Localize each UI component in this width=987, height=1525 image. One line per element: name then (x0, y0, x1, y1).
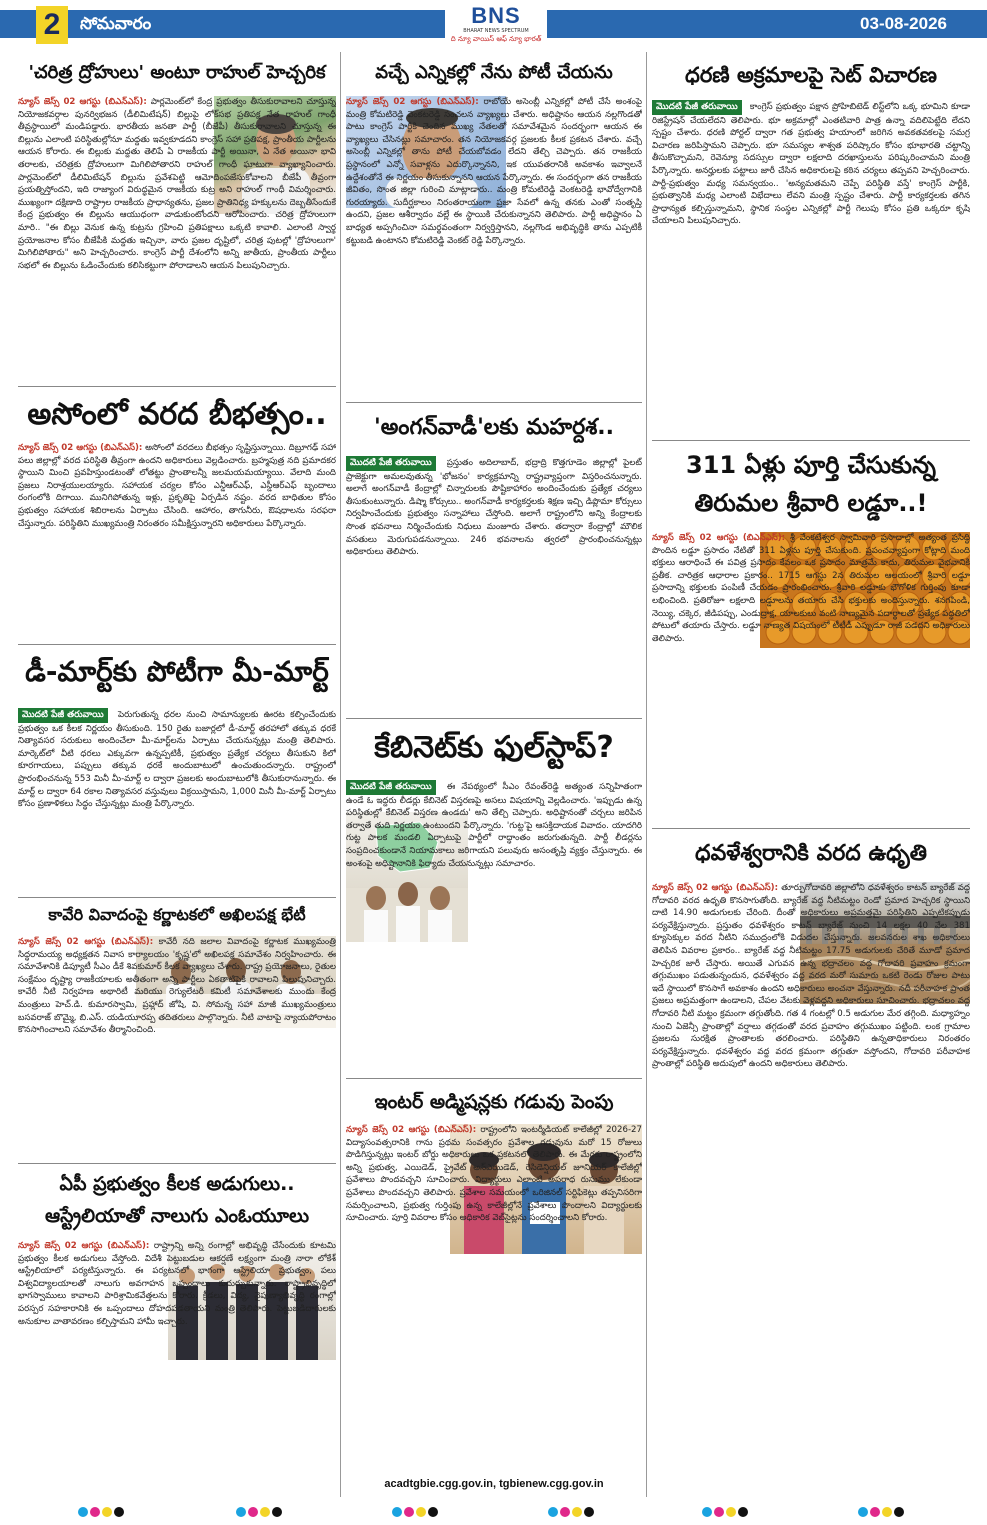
story-inter-admissions (346, 1082, 642, 1497)
story-text: రాష్ట్రంలోని ఇంటర్మీడియట్ కాలేజీల్లో 2026-27 విద్యాసంవత్సరానికి గాను ప్రథమ సంవత్సరం ప్రవేశాల గడువును మరో 15 రోజులు పొడిగిస్తున్నట్లు ఇంటర్ బోర్డు అధికారులు ఒక ప్రకటనలో తెలిపారు. ఈ మేరకు రాష్ట్రంలోని అన్ని ప్రభుత్వ, ఎయిడెడ్, ప్రైవేట్ అన్ఎయిడెడ్, రెసిడెన్షియల్ జూనియర్ కాలేజీల్లో ప్రవేశాలు పొందవచ్చని సూచించారు. విద్యార్థులు ఎలాంటి అపరాధ రుసుము లేకుండా ప్రవేశాలు పొందవచ్చని తెలిపారు. ప్రవేశాల సమయంలో ఒరిజినల్ సర్టిఫికెట్లు తప్పనిసరిగా సమర్పించాలని, ప్రభుత్వ గుర్తింపు ఉన్న కాలేజీల్లోనే ప్రవేశాలు పొందాలని విద్యార్థులకు సూచించారు. పూర్తి వివరాల కోసం అధికారిక వెబ్‌సైట్లను సందర్శించాలని కోరారు. (346, 1125, 642, 1224)
story-cabinet (346, 724, 642, 1074)
story-divider (652, 440, 970, 441)
dateline: న్యూస్ జెస్స్ 02 ఆగస్టు (బిఎన్ఎస్): (346, 1125, 477, 1135)
story-assam (18, 392, 336, 642)
story-headline: ధవళేశ్వరానికి వరద ఉధృతి (695, 841, 927, 866)
story-body (346, 780, 642, 1072)
continued-badge: మొదటి పేజీ తరువాయి (652, 100, 742, 115)
column-divider (646, 52, 647, 1497)
story-body (346, 96, 642, 396)
registration-dot (572, 1507, 582, 1517)
registration-marks (548, 1507, 594, 1517)
story-divider (18, 386, 336, 387)
issue-date: 03-08-2026 (860, 14, 947, 33)
story-text: కాంగ్రెస్ ప్రభుత్వం పక్షాన ప్రోహిబిటెడ్ లిస్ట్‌లోని ఒక్క భూమిని కూడా రిజిస్ట్రేషన్ చేయలేదని తెలిపారు. భూ అక్రమాల్లో ఎంతటివారి పాత్ర ఉన్నా వదిలిపెట్టేది లేదని స్పష్టం చేశారు. ధరణి పోర్టల్ ద్వారా గత ప్రభుత్వ హయాంలో జరిగిన అవకతవకలపై సమగ్ర విచారణ జరిపిస్తామని చెప్పారు. భూ సమస్యల శాశ్వత పరిష్కారం కోసం భూభారతి చట్టాన్ని తీసుకొచ్చామని, రెవెన్యూ సదస్సుల ద్వారా లక్షలాది దరఖాస్తులను పరిష్కరించామని మంత్రి పేర్కొన్నారు. అనర్హులకు పట్టాలు జారీ చేసిన అధికారులపై కఠిన చర్యలు తప్పవని హెచ్చరించారు. పార్టీ-ప్రభుత్వం మధ్య సమన్వయం.. 'అన్యమతమని చెప్పే పరిస్థితి వస్తే' కాంగ్రెస్ పార్టీకి, ప్రభుత్వానికి మధ్య ఎలాంటి విభేదాలు లేవని మంత్రి స్పష్టం చేశారు. పార్టీ కార్యకర్తలకు తగిన ప్రాధాన్యత కల్పిస్తున్నామని, స్థానిక సంస్థల ఎన్నికల్లో పార్టీ గెలుపు కోసం ప్రతి ఒక్కరూ కృషి చేయాలని పిలుపునిచ్చారు. (652, 102, 970, 227)
story-text: కావేరీ నది జలాల వివాదంపై కర్ణాటక ముఖ్యమంత్రి సిద్ధరామయ్య అధ్యక్షతన నివాస కార్యాలయం 'కృష్ణ'లో అఖిలపక్ష సమావేశం నిర్వహించారు. ఈ సమావేశానికి డిప్యూటీ సీఎం డీకే శివకుమార్ కీలక వ్యాఖ్యలు చేశారు. రాష్ట్ర ప్రయోజనాలు, రైతుల సంక్షేమం దృష్ట్యా రాజకీయాలకు అతీతంగా అన్ని పార్టీలు ఏకతాటిపైకి రావాలని పిలుపునిచ్చారు. కావేరీ నీటి నిర్వహణ అథారిటీ మరియు రెగ్యులేటరీ కమిటీ సమావేశాలకు ముందు కేంద్ర మంత్రులు హెచ్.డి. కుమారస్వామి, ప్రహ్లాద్ జోషి, వి. సోమన్న సహా మాజీ ముఖ్యమంత్రులు బసవరాజ్ బొమ్మై, బి.ఎస్. యడియూరప్ప తదితరులు పాల్గొన్నారు. నీటి వాటాపై న్యాయపోరాటం కొనసాగించాలని సమావేశం తీర్మానించింది. (18, 937, 336, 1036)
story-text: రాష్ట్రాన్ని అన్ని రంగాల్లో అభివృద్ధి చేసేందుకు కూటమి ప్రభుత్వం కీలక అడుగులు వేస్తోంది. విదేశీ పెట్టుబడుల ఆకర్షణే లక్ష్యంగా మంత్రి నారా లోకేశ్ ఆస్ట్రేలియాలో పర్యటిస్తున్నారు. ఈ పర్యటనలో భాగంగా ఆస్ట్రేలియా ప్రభుత్వం, పలు విశ్వవిద్యాలయాలతో నాలుగు అవగాహన ఒప్పందాలు కుదుర్చుకున్నారు. రాష్ట్రాభివృద్ధిలో భాగస్వాములు కావాలని పారిశ్రామికవేత్తలను కోరారు. క్రీడలు, విద్య, నైపుణ్యాభివృద్ధి రంగాల్లో పరస్పర సహకారానికి ఈ ఒప్పందాలు దోహదపడతాయని మంత్రి తెలిపారు. పెట్టుబడిదారులకు అనుకూల వాతావరణం కల్పిస్తామని హామీ ఇచ్చారు. (18, 1241, 336, 1327)
story-ap-australia (18, 1168, 336, 1498)
column-divider (340, 52, 341, 1497)
dateline: న్యూస్ జెస్స్ 02 ఆగస్టు (బిఎన్ఎస్): (18, 937, 154, 947)
registration-dot (738, 1507, 748, 1517)
story-headline: కావేరి వివాదంపై కర్ణాటకలో అఖిలపక్ష భేటీ (48, 905, 306, 924)
registration-dot (560, 1507, 570, 1517)
story-text: శ్రీ వేంకటేశ్వర స్వామివారి ప్రసాదాల్లో అత్యంత ప్రసిద్ధి పొందిన లడ్డూ ప్రసాదం నేటితో 311 ఏళ్లను పూర్తి చేసుకుంది. ప్రపంచవ్యాప్తంగా కోట్లాది మంది భక్తులు ఆరాధించే ఈ పవిత్ర ప్రసాదం కేవలం ఒక ప్రసాదం మాత్రమే కాదు, తిరుమల వైభవానికి ప్రతీక. చారిత్రక ఆధారాల ప్రకారం.. 1715 ఆగస్టు 2న తిరుమల ఆలయంలో శ్రీవారి లడ్డూ ప్రసాదాన్ని భక్తులకు పంపిణీ చేయడం ప్రారంభించారు. శ్రీవారి లడ్డూకు భౌగోళిక గుర్తింపు కూడా లభించింది. ప్రతిరోజూ లక్షలాది లడ్డూలను తయారు చేసి భక్తులకు అందిస్తున్నారు. శనగపిండి, నెయ్యి, చక్కెర, జీడిపప్పు, ఎండుద్రాక్ష, యాలకులు వంటి నాణ్యమైన పదార్థాలతో ప్రత్యేక పద్ధతిలో పోటులో తయారు చేస్తారు. లడ్డూ నాణ్యత విషయంలో టీటీడీ ఎప్పుడూ రాజీ పడదని అధికారులు తెలిపారు. (652, 533, 970, 644)
registration-dot (114, 1507, 124, 1517)
story-tirumala-laddu (652, 446, 970, 824)
story-divider (18, 644, 336, 645)
continued-badge: మొదటి పేజీ తరువాయి (346, 456, 436, 471)
registration-dot (858, 1507, 868, 1517)
story-divider (346, 718, 642, 719)
story-text: ఈ నేపథ్యంలో సీఎం రేవంత్‌రెడ్డి అత్యంత సన్నిహితంగా ఉండే ఓ ఇద్దరు లీడర్లు కేబినెట్ విస్తరణపై అసలు విషయాన్ని వెల్లడించారు. 'ఇప్పుడు ఉన్న పరిస్థితుల్లో కేబినెట్ విస్తరణ ఉండదు' అని తేల్చి చెప్పారు. అధిష్టానంతో చర్చలు జరిపిన తర్వాతే తుది నిర్ణయం ఉంటుందని పేర్కొన్నారు. 'గుట్ట'పై ఆసక్తిదాయక వివాదం. యాదగిరి గుట్ట పాలక మండలి ఏర్పాటుపై పార్టీలో రాద్ధాంతం జరుగుతున్నది. పార్టీ లీడర్లను సంప్రదించకుండానే నియామకాలు జరిగాయని పలువురు అసంతృప్తి వ్యక్తం చేస్తున్నారు. ఈ అంశంపై అధిష్టానానికి ఫిర్యాదు చేయనున్నట్లు సమాచారం. (346, 782, 642, 869)
registration-dot (870, 1507, 880, 1517)
story-divider (18, 897, 336, 898)
registration-marks (236, 1507, 282, 1517)
registration-marks (702, 1507, 748, 1517)
story-divider (18, 1163, 336, 1164)
registration-dot (260, 1507, 270, 1517)
story-headline: ఏపీ ప్రభుత్వం కీలక అడుగులు.. (59, 1173, 295, 1195)
registration-dot (416, 1507, 426, 1517)
registration-dot (702, 1507, 712, 1517)
story-divider (346, 1078, 642, 1079)
story-dmart (18, 650, 336, 895)
dateline: న్యూస్ జెస్స్ 02 ఆగస్టు (బిఎన్ఎస్): (652, 533, 786, 543)
story-rahul (18, 58, 336, 383)
registration-marks (392, 1507, 438, 1517)
story-body (652, 532, 970, 822)
registration-dot (894, 1507, 904, 1517)
dateline: న్యూస్ జెస్స్ 02 ఆగస్టు (బిఎన్ఎస్): (18, 443, 143, 453)
story-body (652, 100, 970, 436)
story-dharani (652, 58, 970, 438)
story-body (652, 882, 970, 1494)
story-headline-line2: తిరుమల శ్రీవారి లడ్డూ..! (694, 489, 928, 517)
registration-dot (726, 1507, 736, 1517)
story-komatireddy (346, 58, 642, 398)
registration-dot (236, 1507, 246, 1517)
logo-text: BNS (471, 3, 521, 28)
story-headline: కేబినెట్‌కు ఫుల్‌స్టాప్? (374, 730, 614, 765)
story-text: తూర్పుగోదావరి జిల్లాలోని ధవళేశ్వరం కాటన్ బ్యారేజ్ వద్ద గోదావరి వరద ఉధృతి కొనసాగుతోంది. బ్యారేజ్ వద్ద నీటిమట్టం రెండో ప్రమాద హెచ్చరిక స్థాయిని దాటి 14.90 అడుగులకు చేరింది. దీంతో అధికారులు అప్రమత్తమై పరిస్థితిని ఎప్పటికప్పుడు పర్యవేక్షిస్తున్నారు. ప్రస్తుతం ధవళేశ్వరం కాటన్ బ్యారేజ్ నుంచి 14 లక్షల 40 వేల 381 క్యూసెక్కుల వరద నీటిని సముద్రంలోకి విడుదల చేస్తున్నారు. జలవనరుల శాఖ అధికారులు తెలిపిన వివరాల ప్రకారం.. బ్యారేజ్ వద్ద నీటిమట్టం 17.75 అడుగులకు చేరితే మూడో ప్రమాద హెచ్చరిక జారీ చేస్తారు. అయితే ఎగువన ఉన్న భద్రాచలం వద్ద గోదావరి ప్రవాహం క్రమంగా తగ్గుముఖం పడుతున్నందున, ధవళేశ్వరం వద్ద వరద మరో సుమారు ఒకటి రెండు రోజుల పాటు ఇదే స్థాయిలో కొనసాగే అవకాశం ఉందని అధికారులు అంచనా వేస్తున్నారు. నదీ పరీవాహక ప్రాంత ప్రజలు అప్రమత్తంగా ఉండాలని, చేపల వేటకు వెళ్లవద్దని అధికారులు సూచించారు. భద్రాచలం వద్ద గోదావరి నీటి మట్టం క్రమంగా తగ్గుతోంది. గత 4 గంటల్లో 0.5 అడుగుల మేర తగ్గింది. మధ్యాహ్నం నుంచి ఏజెన్సీ ప్రాంతాల్లో వర్షాలు తగ్గడంతో వరద ప్రవాహం తగ్గుముఖం పట్టింది. లంక గ్రామాల ప్రజలను సురక్షిత ప్రాంతాలకు తరలించారు. పరిస్థితిని ఉన్నతాధికారులు నిరంతరం పర్యవేక్షిస్తున్నారు. ధవళేశ్వరం వద్ద వరద క్రమంగా తగ్గుతూ వస్తోందని, గోదావరి పరీవాహక ప్రాంతాల్లో పరిస్థితి అదుపులో ఉందని అధికారులు తెలిపారు. (652, 883, 970, 1070)
story-body (346, 456, 642, 712)
dateline: న్యూస్ జెస్స్ 02 ఆగస్టు (బిఎన్ఎస్): (652, 883, 779, 893)
story-divider (346, 402, 642, 403)
dateline: న్యూస్ జెస్స్ 02 ఆగస్టు (బిఎన్ఎస్): (18, 1241, 150, 1251)
registration-dot (272, 1507, 282, 1517)
registration-dot (392, 1507, 402, 1517)
continued-badge: మొదటి పేజీ తరువాయి (18, 708, 108, 723)
story-headline: డీ-మార్ట్‌కు పోటీగా మీ-మార్ట్ (25, 655, 329, 688)
admission-websites: acadtgbie.cgg.gov.in, tgbienew.cgg.gov.in (384, 1478, 604, 1490)
story-body (18, 708, 336, 894)
story-body (346, 1124, 642, 1474)
registration-dot (548, 1507, 558, 1517)
story-headline-line2: ఆస్ట్రేలియాతో నాలుగు ఎంఓయూలు (44, 1205, 310, 1227)
day-label: సోమవారం (80, 14, 152, 34)
registration-dot (102, 1507, 112, 1517)
logo-tagline: ది న్యూ వాయిస్ ఆఫ్ న్యూ భారత్ (450, 35, 542, 43)
registration-marks (78, 1507, 124, 1517)
story-text: ప్రస్తుతం అదిలాబాద్, భద్రాద్రి కొత్తగూడెం జిల్లాల్లో పైలట్ ప్రాజెక్టుగా అమలవుతున్న 'భోజనం' కార్యక్రమాన్ని రాష్ట్రవ్యాప్తంగా విస్తరించనున్నారు. అలాగే అంగన్‌వాడీ కేంద్రాల్లో చిన్నారులకు పౌష్టికాహారం అందించేందుకు ప్రత్యేక చర్యలు తీసుకుంటున్నారు. డిష్మా కోర్సులు.. అంగన్‌వాడీ కార్యకర్తలకు శిక్షణ ఇచ్చి డిప్లొమా కోర్సులు నిర్వహించేందుకు ప్రభుత్వం సన్నాహాలు చేస్తోంది. అలాగే రాష్ట్రంలోని అన్ని కేంద్రాలకు సొంత భవనాలు నిర్మించేందుకు నిధులు మంజూరు చేశారు. తద్వారా కేంద్రాల్లో మౌలిక వసతులు మెరుగుపడనున్నాయి. 246 భవనాలను త్వరలో ప్రారంభించనున్నట్లు అధికారులు తెలిపారు. (346, 458, 642, 558)
masthead (0, 0, 987, 50)
dateline: న్యూస్ జెస్స్ 02 ఆగస్టు (బిఎన్ఎస్): (346, 97, 479, 107)
story-headline: 'అంగన్‌వాడీ'లకు మహర్దశ.. (373, 415, 615, 440)
story-anganwadi (346, 408, 642, 714)
story-text: రాబోయే అసెంబ్లీ ఎన్నికల్లో పోటీ చేసే అంశంపై మంత్రి కోమటిరెడ్డి వెంకటరెడ్డి సంచలన వ్యాఖ్యలు చేశారు. అధిష్టానం ఆయన నల్లగొండతో పాటు కాంగ్రెస్ పార్టీకి చెందిన ముఖ్య నేతలతో సమావేశమైన సందర్భంగా ఆయన ఈ వ్యాఖ్యలు చేసినట్లు సమాచారం. తన నియోజకవర్గ ప్రజలకు కీలక ప్రకటన చేశారు. వచ్చే అసెంబ్లీ ఎన్నికల్లో తాను పోటీ చేయబోవడం లేదని తేల్చి చెప్పారు. తన రాజకీయ ప్రస్థానంలో ఎన్నో సవాళ్లను ఎదుర్కొన్నానని, ఇక యువతరానికి అవకాశం ఇవ్వాలనే ఉద్దేశంతోనే ఈ నిర్ణయం తీసుకున్నానని ఆయన పేర్కొన్నారు. ఈ సందర్భంగా తన రాజకీయ జీవితం, సొంత జిల్లా గురించి మాట్లాడారు.. మంత్రి కోమటిరెడ్డి వెంకటరెడ్డి భావోద్వేగానికి గురయ్యారు. సుదీర్ఘకాలం నిరంతరాయంగా ప్రజా సేవలో ఉన్న తనకు ఎంతో సంతృప్తి ఉందని, ప్రజల ఆశీర్వాదం వల్లే ఈ స్థాయికి చేరుకున్నానని తెలిపారు. పార్టీ అధిష్టానం ఏ బాధ్యత అప్పగించినా సమర్థవంతంగా నిర్వర్తిస్తానని, నల్లగొండ అభివృద్ధికి తాను ఎప్పటికీ కట్టుబడి ఉంటానని కోమటిరెడ్డి వెంకట్ రెడ్డి పేర్కొన్నారు. (346, 97, 642, 246)
registration-dot (882, 1507, 892, 1517)
story-dhavaleswaram (652, 834, 970, 1497)
story-body (18, 442, 336, 640)
story-headline: వచ్చే ఎన్నికల్లో నేను పోటీ చేయను (375, 62, 613, 83)
page-number: 2 (36, 6, 68, 44)
story-body (18, 936, 336, 1158)
registration-dot (714, 1507, 724, 1517)
story-text: పార్లమెంట్‌లో కేంద్ర ప్రభుత్వం తీసుకురావాలని చూస్తున్న నియోజకవర్గాల పునర్విభజన (డీలిమిటేషన్) బిల్లుపై లోక్‌సభ ప్రతిపక్ష నేత రాహుల్ గాంధీ తీవ్రస్థాయిలో మండిపడ్డారు. భారతీయ జనతా పార్టీ (బీజేపీ) తీసుకురావాలని చూస్తున్న ఈ బిల్లును ఎలాంటి పరిస్థితుల్లోనూ మద్దతు ఇవ్వకూడదని కాంగ్రెస్ సహా ప్రతిపక్ష, ప్రాంతీయ పార్టీలను ఆయన కోరారు. ఈ బిల్లుకు మద్దతు తెలిపే ఏ రాజకీయ పార్టీ అయినా, ఏ నేత అయినా భావి తరాలకు, చరిత్రకు ద్రోహులుగా మిగిలిపోతారని రాహుల్ గాంధీ ఘాటుగా వ్యాఖ్యానించారు. పార్లమెంట్‌లో డీలిమిటేషన్ బిల్లును ప్రవేశపెట్టి ఆమోదింపజేసుకోవాలని బీజేపీ తీవ్రంగా ప్రయత్నిస్తోందని, ఇది రాజ్యాంగ విరుద్ధమైన రాజకీయ కుట్ర అని రాహుల్ గాంధీ విమర్శించారు. ముఖ్యంగా దక్షిణాది రాష్ట్రాల రాజకీయ ప్రాధాన్యతను, ప్రజల ప్రాతినిధ్య హక్కులను దెబ్బతీసేందుకే కేంద్ర ప్రభుత్వం ఈ బిల్లును ఆయుధంగా వాడుకుంటోందని ఆరోపించారు. చరిత్ర ద్రోహులుగా మారి.. "ఈ బిల్లు వెనుక ఉన్న కుట్రను గ్రహించి ప్రతిపక్షాలు ఒక్కటి కావాలి. ఎలాంటి స్వార్థ ప్రయోజనాల కోసం బీజేపీకి మద్దతు ఇచ్చినా, వారు ప్రజల దృష్టిలో, చరిత్ర పుటల్లో 'ద్రోహులుగా' మిగిలిపోతారు" అని హెచ్చరించారు. కాంగ్రెస్ పార్టీ దేశంలోని అన్ని జాతీయ, ప్రాంతీయ పార్టీలు సభలో ఈ బిల్లును ఓడించేందుకు కలిసికట్టుగా పోరాడాలని ఆయన పిలుపునిచ్చారు. (18, 97, 336, 271)
registration-dot (404, 1507, 414, 1517)
story-headline: 'చరిత్ర ద్రోహులు' అంటూ రాహుల్ హెచ్చరిక (28, 62, 326, 83)
continued-badge: మొదటి పేజీ తరువాయి (346, 780, 436, 795)
story-headline: అసోంలో వరద బీభత్సం.. (27, 397, 327, 432)
registration-dot (248, 1507, 258, 1517)
registration-dot (78, 1507, 88, 1517)
logo-subtitle: BHARAT NEWS SPECTRUM (463, 28, 529, 34)
story-headline: 311 ఏళ్లు పూర్తి చేసుకున్న (686, 451, 936, 479)
story-text: పెరుగుతున్న ధరల నుంచి సామాన్యులకు ఊరట కల్పించేందుకు ప్రభుత్వం ఒక కీలక నిర్ణయం తీసుకుంది. 150 రైతు బజార్లలో డీ-మార్ట్ తరహాలో తక్కువ ధరకే నిత్యావసర సరుకులు అందించేలా మీ-మార్ట్‌లను ఏర్పాటు చేయనున్నట్లు మంత్రి తెలిపారు. మార్కెట్‌లో వీటి ధరలు ఎక్కువగా ఉన్నప్పటికీ, ప్రభుత్వం ప్రత్యేక చర్యలు తీసుకుని కిలో కూరగాయలు, పప్పులు తక్కువ ధరకే అందుబాటులో ఉంచుతుందన్నారు. రాష్ట్రంలో ప్రారంభించనున్న 553 మినీ మీ-మార్ట్ ల ద్వారా ప్రజలకు అందుబాటులోకి తీసుకురానున్నారు. ఈ మార్ట్ ల ద్వారా 64 రకాల నిత్యావసర వస్తువులు విక్రయిస్తామని, 1,000 మినీ మీ-మార్ట్ ఏర్పాటు కోసం ప్రణాళికలు సిద్ధం చేస్తున్నట్లు మంత్రి పేర్కొన్నారు. (18, 710, 336, 810)
story-body (18, 1240, 336, 1496)
registration-dot (90, 1507, 100, 1517)
registration-marks (858, 1507, 904, 1517)
story-cauvery (18, 902, 336, 1160)
story-body (18, 96, 336, 378)
story-divider (652, 828, 970, 829)
story-text: అసోంలో వరదలు బీభత్సం సృష్టిస్తున్నాయి. దిబ్రూగఢ్ సహా పలు జిల్లాల్లో వరద పరిస్థితి తీవ్రంగా ఉందని అధికారులు వెల్లడించారు. బ్రహ్మపుత్ర నది ప్రమాదకర స్థాయిని మించి ప్రవహిస్తుండటంతో లోతట్టు ప్రాంతాలన్నీ జలమయమయ్యాయి. వేలాది మంది ప్రజలు నిరాశ్రయులయ్యారు. సహాయక చర్యల కోసం ఎన్డీఆర్ఎఫ్, ఎస్డీఆర్ఎఫ్ బృందాలు రంగంలోకి దిగాయి. మునిగిపోతున్న ఇళ్లు, ప్రకృతిపై ఏర్పడిన నష్టం. వరద బాధితుల కోసం ప్రభుత్వం సహాయక శిబిరాలను ఏర్పాటు చేసింది. ఆహారం, తాగునీరు, ఔషధాలను సరఫరా చేస్తున్నారు. పరిస్థితిని ముఖ్యమంత్రి నిరంతరం సమీక్షిస్తున్నారని అధికారులు పేర్కొన్నారు. (18, 443, 336, 529)
registration-dot (584, 1507, 594, 1517)
story-headline: ఇంటర్ అడ్మిషన్లకు గడువు పెంపు (374, 1091, 614, 1113)
dateline: న్యూస్ జెస్స్ 02 ఆగస్టు (బిఎన్ఎస్): (18, 97, 147, 107)
story-headline: ధరణి అక్రమాలపై సెట్ విచారణ (685, 63, 937, 87)
newspaper-logo (445, 4, 547, 46)
registration-dot (428, 1507, 438, 1517)
